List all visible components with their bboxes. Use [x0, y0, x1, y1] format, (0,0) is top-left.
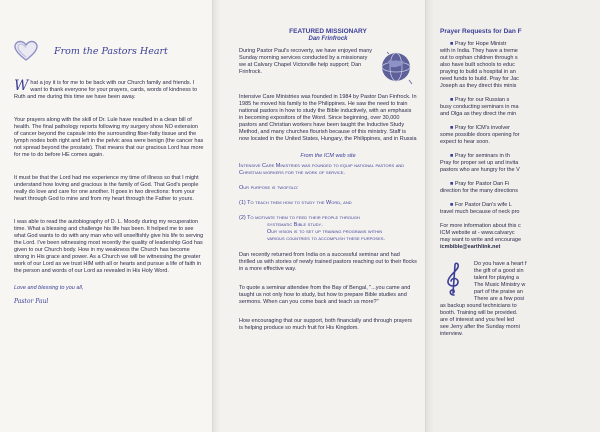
prayer-line: travel much because of neck pro	[440, 209, 520, 215]
purpose-item-1: (1) To teach them how to study the Word, and	[239, 200, 352, 206]
prayer-line: ■ Pray for ICM's involver	[450, 125, 511, 131]
closing-line: Love and blessing to you all,	[14, 285, 84, 291]
health-paragraph: Your prayers along with the skill of Dr. Lule have resulted in a clean bill of health. The final pathology reports following my surgery show NO extension of cancer beyond the capsule into the surrounding fiber-fatty tissue and the lymph nodes both right and left in the pelvic area were benign (the cancer has not spread beyond the prostate). That means that our gracious Lord has more for me to do before HE comes again.	[14, 117, 204, 158]
missionary-intro: During Pastor Paul's recoverty, we have enjoyed many Sunday morning services conducted by a missionary we at Calvary Chapel Victorville help support; Dan Frinfrock.	[239, 48, 373, 75]
intro-text: hat a joy it is for me to be back with our Church family and friends. I want to thank everyone for your prayers, cards, words of kindness to Ruth and me during this time we have been away.	[14, 80, 197, 100]
music-line: part of the praise an	[474, 289, 523, 295]
heart-icon	[14, 40, 38, 62]
prayer-item	[440, 202, 600, 216]
purpose-list	[239, 200, 417, 243]
music-ministry-text	[440, 261, 600, 338]
prayer-line: ■ Pray for seminars in th	[450, 153, 510, 159]
bullet-icon: ■	[450, 41, 455, 47]
prayer-line: Pray for proper set up and invita	[440, 160, 519, 166]
icm-history: Intensive Care Ministries was founded in 1984 by Pastor Dan Finfrock. In 1985 he moved his family to the Philippines. He saw the need to train national pastors in how to study the Bible inductively, with an emphasis in becoming expositors of the Word. Since beginning, over 30,000 pastors and Christian workers have been taught the Inductive Study Method, and many churches flourish because of this ministry. Staff is now located in the United States, Hungary, the Philippines, and in Russia	[239, 94, 417, 142]
fold-shadow	[426, 0, 434, 432]
more-info-line: For more information about this c	[440, 223, 521, 229]
prayer-line: out to orphan children through s	[440, 55, 518, 61]
music-line: are of interest and you feel led	[440, 317, 514, 323]
prayer-line: ■ Pray for Pastor Dan Fi	[450, 181, 510, 187]
website-label: From the ICM web site	[300, 153, 356, 159]
intro-paragraph	[14, 80, 204, 101]
prayer-line: need funds to build. Pray for Jac	[440, 76, 519, 82]
email-link[interactable]: icmbible@earthlink.net	[440, 244, 501, 250]
prayer-line: with in India. They have a treme	[440, 48, 518, 54]
more-info-block	[440, 223, 600, 251]
icm-mission-quote: Intensive Care Ministries was founded to equip national pastors and Christian workers for the work of service.	[239, 163, 405, 176]
family-paragraph: It must be that the Lord had me experience my time of illness so that I might understand how loving and gracious is the family of God. That God's people really do love and care for one another. It goes in two directions: from your heart through God to mine and from my heart through the Father to yours.	[14, 175, 199, 202]
prayer-requests-column	[425, 0, 600, 432]
purpose-item-2: (2) To motivate them to feed their people through	[239, 215, 360, 221]
prayer-line: direction for the many directions	[440, 188, 518, 194]
purpose-item-2-continued: systematic Bible study.	[267, 222, 323, 228]
music-line: The Music Ministry w	[474, 282, 526, 288]
prayer-line: busy conducting seminars in ma	[440, 104, 519, 110]
music-line: as backup sound technicians to	[440, 303, 517, 309]
prayer-heading: Prayer Requests for Dan F	[440, 28, 522, 35]
encouragement-paragraph: How encouraging that our support, both financially and through prayers is helping produce so much fruit for His Kingdom.	[239, 318, 413, 331]
drop-cap: W	[14, 78, 29, 94]
music-line: the gift of a good sin	[474, 268, 524, 274]
music-line: see Jerry after the Sunday morni	[440, 324, 520, 330]
music-line: interview.	[440, 331, 463, 337]
bullet-icon: ■	[450, 202, 455, 208]
prayer-line: some possible doors opening for	[440, 132, 520, 138]
prayer-line: ■ Pray for Hope Ministr	[450, 41, 507, 47]
bullet-icon: ■	[450, 97, 455, 103]
music-line: talent for playing a	[474, 275, 519, 281]
prayer-line: and Olga as they direct the min	[440, 111, 517, 117]
prayer-line: ■ Pray for our Russian s	[450, 97, 510, 103]
bengal-quote: To quote a seminar attendee from the Bay of Bengal, "...you came and taught us not only how to study, but how to prepare Bible studies and sermons. When can you come back and teach us more?"	[239, 285, 411, 305]
prayer-item	[440, 97, 600, 118]
bullet-icon: ■	[450, 153, 455, 159]
purpose-intro: Our purpose is twofold:	[239, 185, 299, 191]
prayer-line: also have built schools to educ	[440, 62, 515, 68]
prayer-item	[440, 41, 600, 90]
bullet-icon: ■	[450, 181, 455, 187]
prayer-line: praying to build a hospital in an	[440, 69, 516, 75]
fold-shadow	[213, 0, 221, 432]
featured-missionary-column	[212, 0, 425, 432]
prayer-line: ■ For Pastor Dan's wife L	[450, 202, 512, 208]
music-line: There are a few posi	[474, 296, 525, 302]
pastor-heart-column	[0, 0, 212, 432]
india-paragraph: Dan recently returned from India on a successful seminar and had thrilled us with stories of newly trained pastors reaching out to their flocks in a more effective way.	[239, 252, 417, 272]
more-info-line: may want to write and encourage	[440, 237, 522, 243]
pastor-heart-header	[14, 40, 204, 62]
missionary-name: Dan Frinfrock	[308, 36, 348, 42]
prayer-list	[440, 41, 600, 216]
music-line: booth. Training will be provided.	[440, 310, 518, 316]
vision-line-1: Our vision is to set up training programs within	[267, 229, 383, 235]
music-line: Do you have a heart f	[474, 261, 527, 267]
prayer-item	[440, 181, 600, 195]
prayer-line: pastors who are hungry for the V	[440, 167, 520, 173]
treble-clef-icon	[442, 261, 464, 297]
globe-icon	[379, 50, 413, 86]
prayer-item	[440, 153, 600, 174]
music-ministry-block	[440, 261, 600, 338]
pastor-heart-title: From the Pastors Heart	[54, 45, 168, 57]
signature: Pastor Paul	[14, 298, 49, 305]
more-info-line: ICM website at - www.calvaryc	[440, 230, 515, 236]
prayer-item	[440, 125, 600, 146]
vision-line-2: various countries to accomplish these purposes.	[267, 236, 385, 242]
moody-paragraph: I was able to read the autobiography of D. L. Moody during my recuperation time. What a blessing and challenge his life has been. It helped me to see what God wants to do with any man who will unselfishly give his life to serving the Lord. I've been witnessing most recently the quality of leadership God has given to our Church body. How in my weakness the Church has become strong in His grace and power. As a Church we will be witnessing the greater work of our Lord as we trust HIM with all or hearts and pursue a life of faith in the person and words of our Lord as revealed in His Holy Word.	[14, 219, 204, 274]
prayer-line: expect to hear soon.	[440, 139, 490, 145]
featured-heading: FEATURED MISSIONARY	[289, 28, 367, 35]
bullet-icon: ■	[450, 125, 455, 131]
prayer-line: Joseph as they direct this minis	[440, 83, 517, 89]
